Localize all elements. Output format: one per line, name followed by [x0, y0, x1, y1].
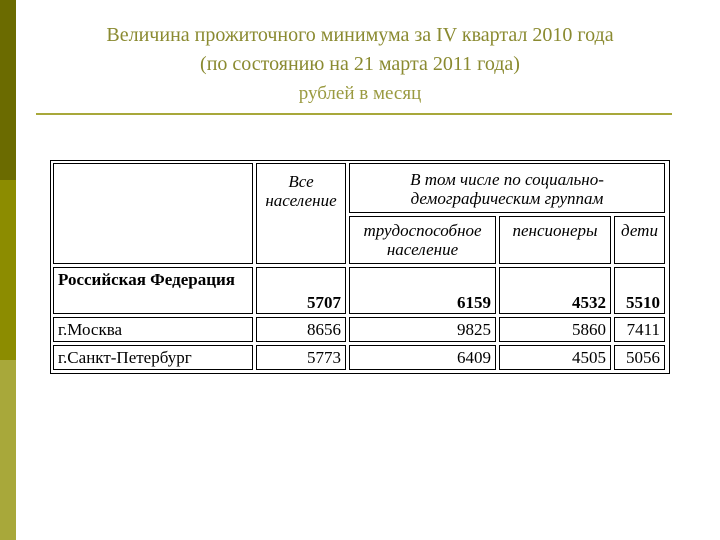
- slide-sidebar: [0, 0, 16, 540]
- sidebar-block-light: [0, 360, 16, 540]
- title-divider: [36, 113, 672, 115]
- row-value-children: 5056: [614, 345, 665, 370]
- row-value-pensioners: 5860: [499, 317, 611, 342]
- row-region: г.Москва: [53, 317, 253, 342]
- header-all-population: Все население: [256, 163, 346, 264]
- row-value-working: 6409: [349, 345, 496, 370]
- row-value-all: 5773: [256, 345, 346, 370]
- row-value-children: 5510: [614, 267, 665, 314]
- row-value-pensioners: 4505: [499, 345, 611, 370]
- header-pensioners: пенсионеры: [499, 216, 611, 264]
- row-value-pensioners: 4532: [499, 267, 611, 314]
- row-region: г.Санкт-Петербург: [53, 345, 253, 370]
- sidebar-block-mid: [0, 180, 16, 360]
- slide-title-line1: Величина прожиточного минимума за IV квартал 2010 года: [106, 24, 614, 46]
- header-children: дети: [614, 216, 665, 264]
- row-region: Российская Федерация: [53, 267, 253, 314]
- slide-subtitle: рублей в месяц: [298, 83, 422, 104]
- row-value-working: 9825: [349, 317, 496, 342]
- header-working-age: трудоспособное население: [349, 216, 496, 264]
- header-region-empty: [53, 163, 253, 264]
- row-value-children: 7411: [614, 317, 665, 342]
- slide-title-line2: (по состоянию на 21 марта 2011 года): [200, 53, 520, 75]
- row-value-working: 6159: [349, 267, 496, 314]
- header-group: В том числе по социально-демографическим группам: [349, 163, 665, 213]
- subsistence-table: [50, 160, 670, 374]
- row-value-all: 5707: [256, 267, 346, 314]
- row-value-all: 8656: [256, 317, 346, 342]
